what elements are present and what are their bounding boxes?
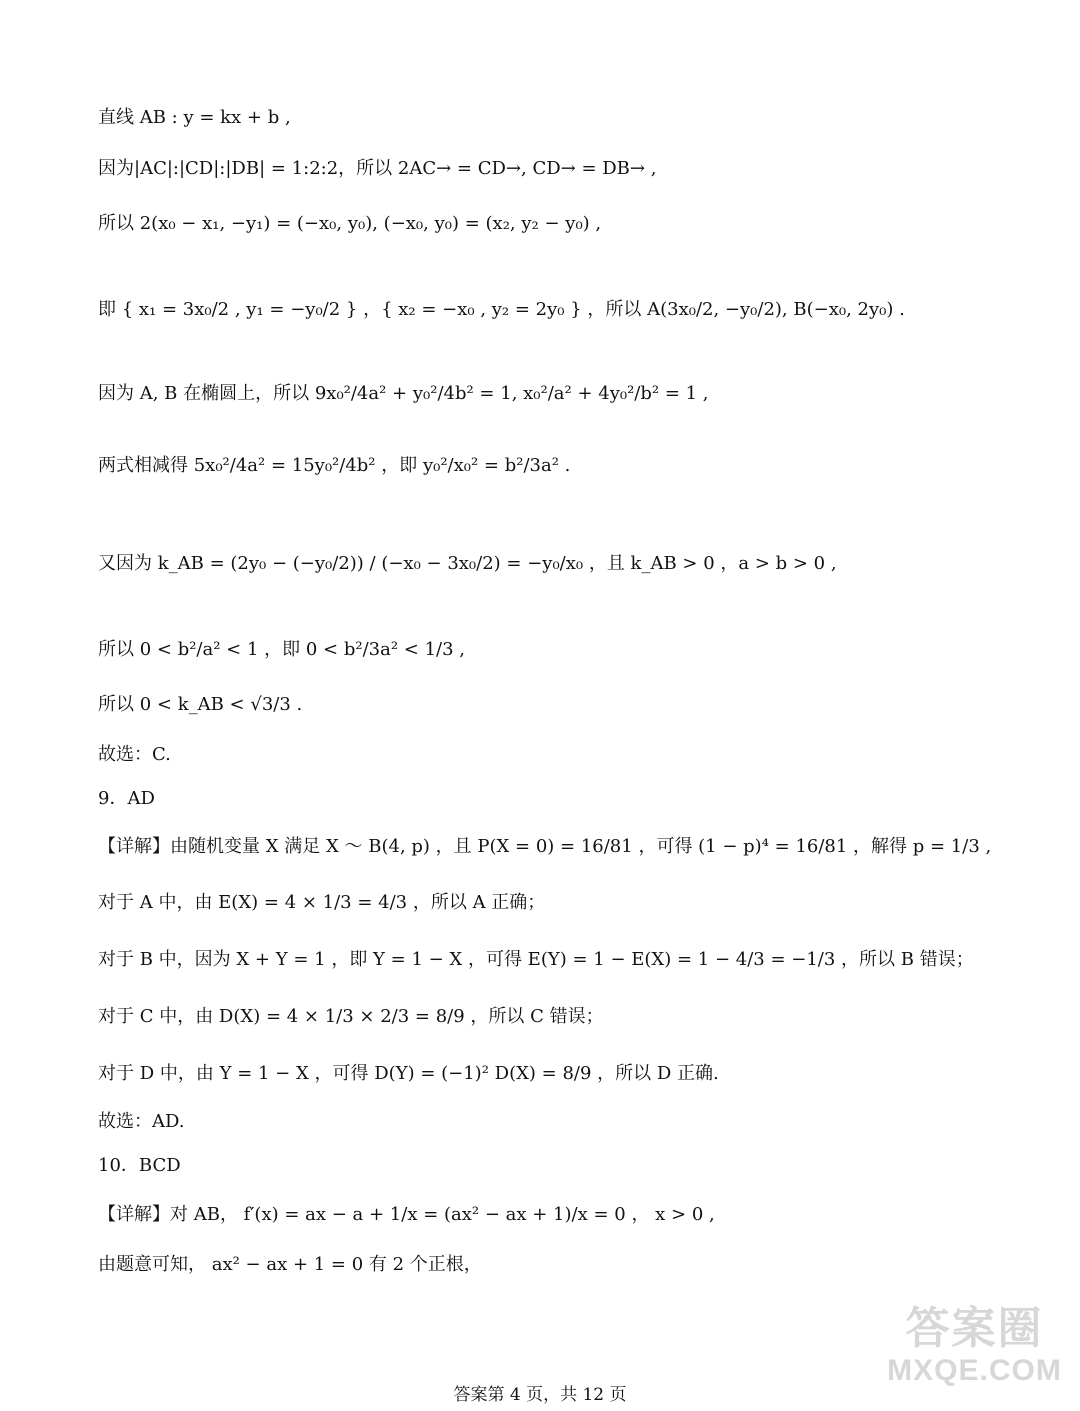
text-line: 又因为 k_AB = (2y₀ − (−y₀/2)) / (−x₀ − 3x₀/2) = −y₀/x₀ ，且 k_AB > 0 ，a > b > 0 , <box>98 553 837 574</box>
question-number: 10．BCD <box>98 1155 181 1176</box>
text-line: 所以 2(x₀ − x₁, −y₁) = (−x₀, y₀), (−x₀, y₀) = (x₂, y₂ − y₀) , <box>98 213 602 234</box>
text-line: 【详解】对 AB， f′(x) = ax − a + 1/x = (ax² − ax + 1)/x = 0 ， x > 0 , <box>98 1204 715 1225</box>
text-line: 【详解】由随机变量 X 满足 X ～ B(4, p) ，且 P(X = 0) = 16/81 ，可得 (1 − p)⁴ = 16/81 ，解得 p = 1/3 , <box>98 836 992 857</box>
text-line: 由题意可知， ax² − ax + 1 = 0 有 2 个正根， <box>98 1254 482 1275</box>
watermark-en: MXQE.COM <box>887 1354 1062 1387</box>
text-line: 所以 0 < b²/a² < 1 ，即 0 < b²/3a² < 1/3 , <box>98 639 465 660</box>
question-number: 9．AD <box>98 788 155 809</box>
text-line: 对于 B 中，因为 X + Y = 1 ，即 Y = 1 − X ，可得 E(Y) = 1 − E(X) = 1 − 4/3 = −1/3 ，所以 B 错误； <box>98 949 974 970</box>
watermark-cn: 答案圈 <box>905 1303 1044 1354</box>
text-line: 对于 A 中，由 E(X) = 4 × 1/3 = 4/3 ，所以 A 正确； <box>98 892 546 913</box>
text-line: 因为 A, B 在椭圆上，所以 9x₀²/4a² + y₀²/4b² = 1, x₀²/a² + 4y₀²/b² = 1 , <box>98 383 709 404</box>
text-line: 即 { x₁ = 3x₀/2 , y₁ = −y₀/2 } ，{ x₂ = −x₀ , y₂ = 2y₀ } ，所以 A(3x₀/2, −y₀/2), B(−x₀, 2y₀) . <box>98 299 905 320</box>
page-footer: 答案第 4 页，共 12 页 <box>453 1385 627 1405</box>
text-line: 对于 D 中，由 Y = 1 − X ，可得 D(Y) = (−1)² D(X) = 8/9 ，所以 D 正确. <box>98 1063 719 1084</box>
text-line: 两式相减得 5x₀²/4a² = 15y₀²/4b² ，即 y₀²/x₀² = b²/3a² . <box>98 455 571 476</box>
watermark-logo <box>887 1304 1062 1399</box>
text-line: 对于 C 中，由 D(X) = 4 × 1/3 × 2/3 = 8/9 ，所以 C 错误； <box>98 1006 604 1027</box>
text-line: 所以 0 < k_AB < √3/3 . <box>98 694 303 715</box>
text-line: 故选：C. <box>98 744 171 765</box>
text-line: 故选：AD. <box>98 1111 185 1132</box>
text-line: 直线 AB : y = kx + b , <box>98 107 291 128</box>
text-line: 因为|AC|:|CD|:|DB| = 1:2:2，所以 2AC→ = CD→, CD→ = DB→ , <box>98 158 657 179</box>
